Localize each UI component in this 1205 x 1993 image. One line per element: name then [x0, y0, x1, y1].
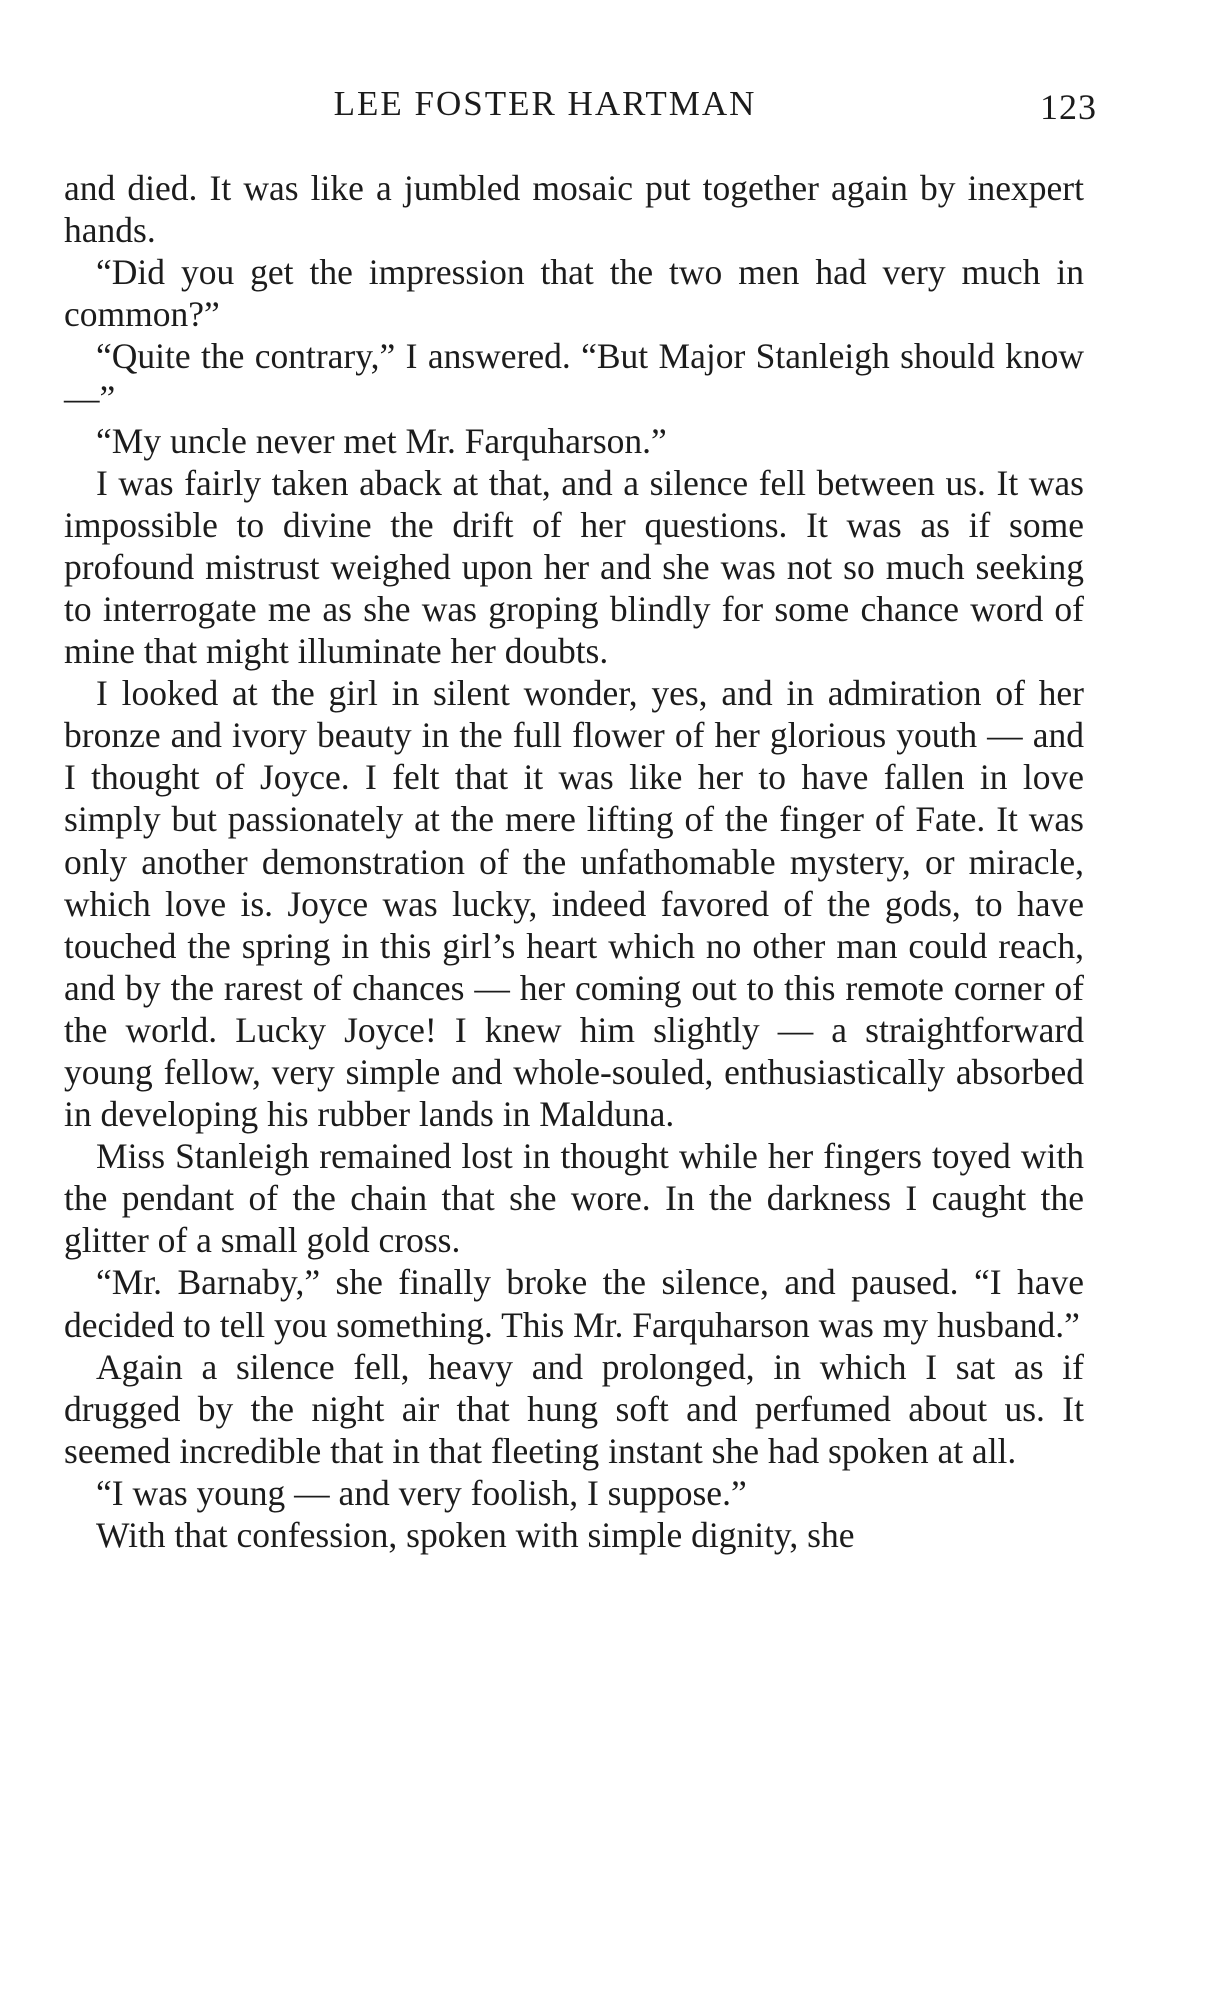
- paragraph: Again a silence fell, heavy and prolonged, in which I sat as if drugged by the night air that hung soft and perfumed about us. It seemed incredible that in that fleeting instant she had spoken at all.: [64, 1346, 1084, 1471]
- paragraph: “I was young — and very foolish, I suppose.”: [96, 1472, 747, 1513]
- page-number: 123: [1040, 87, 1097, 127]
- paragraph: I looked at the girl in silent wonder, yes, and in admiration of her bronze and ivory beauty in the full flower of her glorious youth — and I thought of Joyce. I felt that it was like her to have fallen in love simply but passionately at the mere lifting of the finger of Fate. It was only another demonstration of the unfathomable mystery, or miracle, which love is. Joyce was lucky, indeed favored of the gods, to have touched the spring in this girl’s heart which no other man could reach, and by the rarest of chances — her coming out to this remote corner of the world. Lucky Joyce! I knew him slightly — a straightforward young fellow, very simple and whole-souled, enthusiastically absorbed in developing his rubber lands in Malduna.: [64, 673, 1084, 1135]
- paragraph: “Mr. Barnaby,” she finally broke the silence, and paused. “I have decided to tell you something. This Mr. Farquharson was my husband.”: [64, 1262, 1084, 1345]
- running-head: [0, 78, 1205, 128]
- paragraph: With that confession, spoken with simple dignity, she: [96, 1515, 855, 1555]
- paragraph: “Did you get the impression that the two men had very much in common?”: [64, 252, 1084, 335]
- body-text: [64, 167, 1084, 1556]
- running-head-title: LEE FOSTER HARTMAN: [333, 84, 757, 123]
- paragraph: Miss Stanleigh remained lost in thought while her fingers toyed with the pendant of the chain that she wore. In the darkness I caught the glitter of a small gold cross.: [64, 1136, 1084, 1261]
- paragraph: I was fairly taken aback at that, and a silence fell between us. It was impossible to divine the drift of her questions. It was as if some profound mistrust weighed upon her and she was not so much seeking to interrogate me as she was groping blindly for some chance word of mine that might illuminate her doubts.: [64, 462, 1084, 672]
- paragraph: and died. It was like a jumbled mosaic put together again by inexpert hands.: [64, 168, 1084, 251]
- paragraph: “My uncle never met Mr. Farquharson.”: [96, 420, 667, 461]
- paragraph: “Quite the contrary,” I answered. “But Major Stanleigh should know —”: [64, 336, 1084, 419]
